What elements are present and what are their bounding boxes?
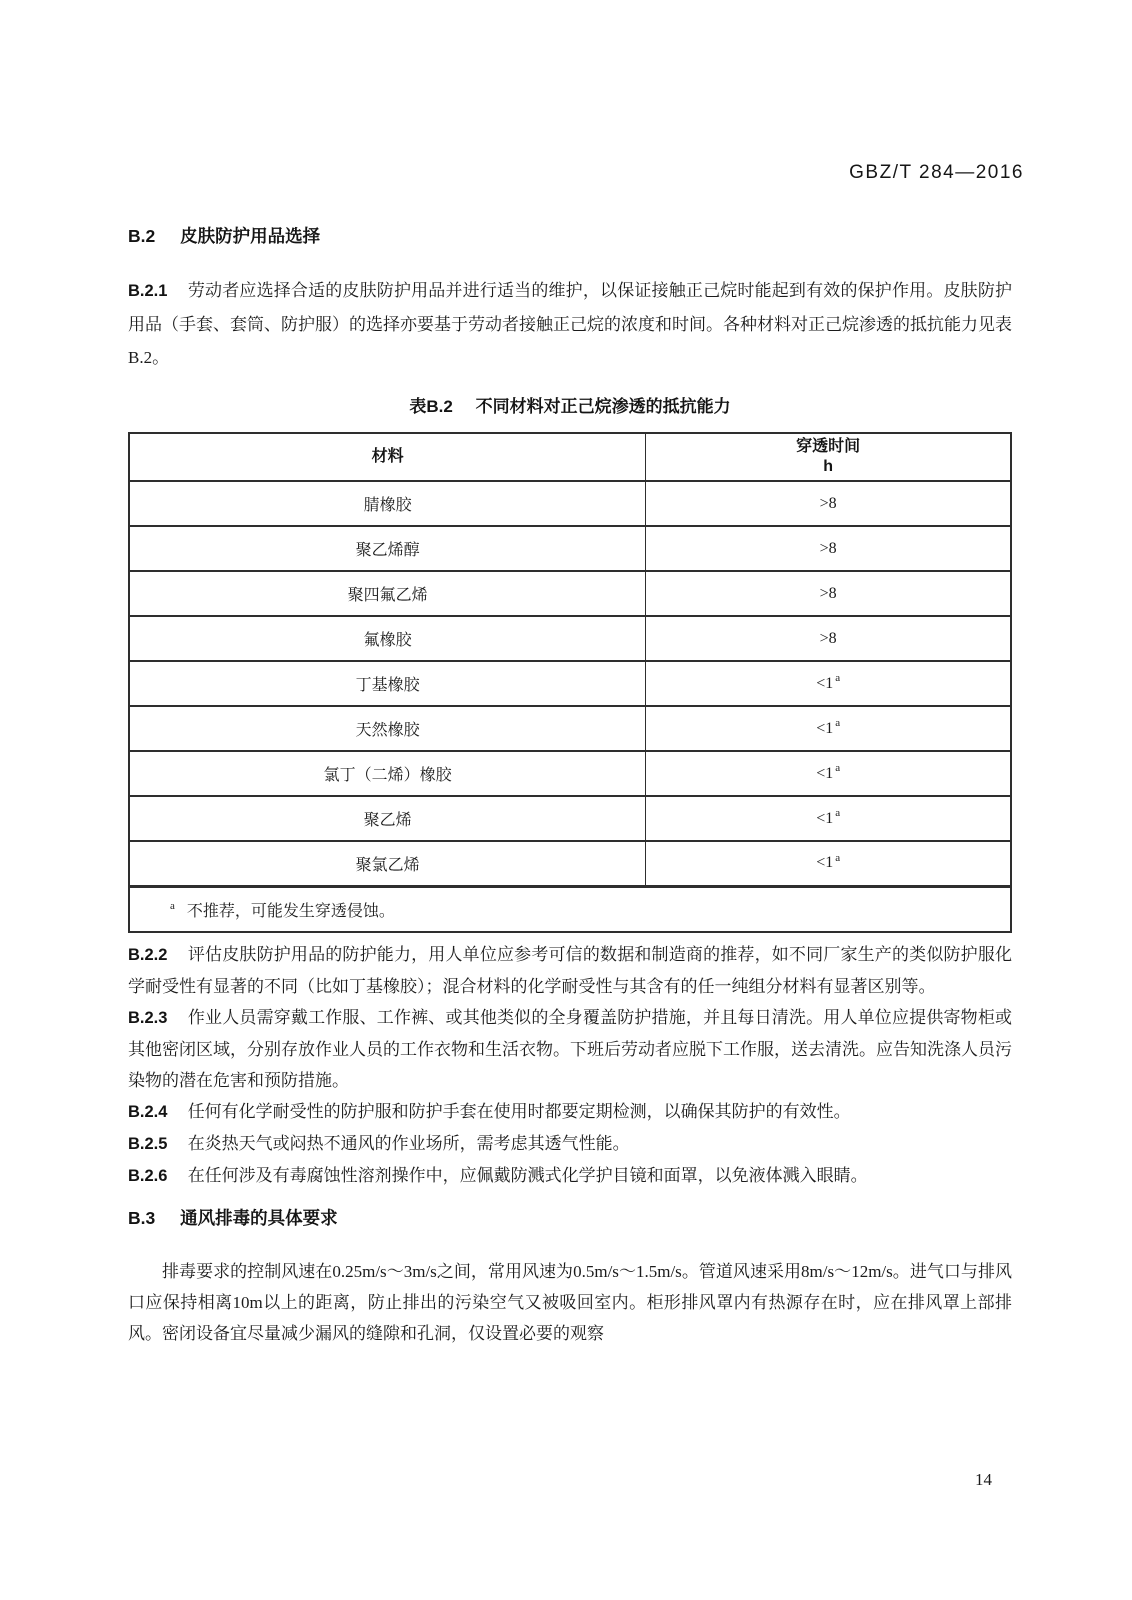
table-caption [128,394,1012,420]
time-cell: <1 $^a$ [646,841,1011,886]
table-caption-label: 表B.2 [409,397,453,416]
table-row [129,481,1011,526]
time-cell: <1 $^a$ [646,796,1011,841]
footnote-row [129,886,1011,932]
clause-b26 [128,1160,1012,1192]
time-cell: <1 $^a$ [646,661,1011,706]
table-row [129,616,1011,661]
table-row [129,796,1011,841]
table-row [129,751,1011,796]
clause-b22-number: B.2.2 [128,946,168,964]
footnote-reference: a [835,807,841,820]
time-cell: <1 $^a$ [646,706,1011,751]
section-b3-heading [128,1206,1012,1230]
footnote-marker: a [170,900,175,913]
section-b2-number: B.2 [128,226,156,246]
clause-b21 [128,274,1012,374]
clause-b22 [128,939,1012,1002]
material-cell: 氟橡胶 [129,616,646,661]
clause-b21-number: B.2.1 [128,282,168,300]
page-content [128,0,1012,1349]
section-b2-title: 皮肤防护用品选择 [180,226,321,246]
footnote-reference: a [835,672,841,685]
table-row [129,661,1011,706]
time-cell: <1 $^a$ [646,751,1011,796]
table-header-row [129,433,1011,481]
clause-b26-text: 在任何涉及有毒腐蚀性溶剂操作中，应佩戴防溅式化学护目镜和面罩，以免液体溅入眼睛。 [187,1166,868,1185]
table-footnote [129,886,1011,932]
clause-b22-text: 评估皮肤防护用品的防护能力，用人单位应参考可信的数据和制造商的推荐，如不同厂家生产的类似防护服化学耐受性有显著的不同（比如丁基橡胶）；混合材料的化学耐受性与其含有的任一纯组分材料有显著区别等。 [128,945,1013,996]
clause-b26-number: B.2.6 [128,1167,168,1185]
table-row [129,841,1011,886]
material-cell: 天然橡胶 [129,706,646,751]
page-number: 14 [975,1470,992,1489]
permeation-resistance-table [128,432,1012,933]
clause-b24-text: 任何有化学耐受性的防护服和防护手套在使用时都要定期检测，以确保其防护的有效性。 [187,1102,851,1121]
section-b2-heading [128,224,1012,248]
table-row [129,571,1011,616]
material-column-header: 材料 [129,433,646,481]
clause-b24 [128,1096,1012,1128]
material-cell: 丁基橡胶 [129,661,646,706]
clause-b23 [128,1002,1012,1096]
clause-b23-text: 作业人员需穿戴工作服、工作裤、或其他类似的全身覆盖防护措施，并且每日清洗。用人单位应提供寄物柜或其他密闭区域，分别存放作业人员的工作衣物和生活衣物。下班后劳动者应脱下工作服，送去清洗。应告知洗涤人员污染物的潜在危害和预防措施。 [128,1008,1013,1090]
section-b3-title: 通风排毒的具体要求 [180,1208,338,1228]
time-cell: >8 [646,616,1011,661]
section-b3-number: B.3 [128,1208,156,1228]
material-cell: 聚乙烯醇 [129,526,646,571]
clause-b24-number: B.2.4 [128,1103,168,1121]
material-cell: 聚乙烯 [129,796,646,841]
time-cell: >8 [646,571,1011,616]
material-cell: 聚氯乙烯 [129,841,646,886]
clause-b21-text: 劳动者应选择合适的皮肤防护用品并进行适当的维护，以保证接触正己烷时能起到有效的保护作用。皮肤防护用品（手套、套筒、防护服）的选择亦要基于劳动者接触正己烷的浓度和时间。各种材料对正己烷渗透的抵抗能力见表B.2。 [128,281,1013,367]
table-row [129,706,1011,751]
table-foot [129,886,1011,932]
table-head [129,433,1011,481]
footnote-text: 不推荐，可能发生穿透侵蚀。 [186,902,395,920]
time-cell: >8 [646,481,1011,526]
table-caption-title: 不同材料对正己烷渗透的抵抗能力 [475,397,731,416]
clause-b25-number: B.2.5 [128,1135,168,1153]
standard-number: GBZ/T 284—2016 [849,162,1024,183]
time-column-header [646,433,1011,481]
time-column-header-line1: 穿透时间 [796,438,861,455]
table-row [129,526,1011,571]
table-body [129,481,1011,886]
clause-b25 [128,1128,1012,1160]
clause-b23-number: B.2.3 [128,1009,168,1027]
material-cell: 腈橡胶 [129,481,646,526]
clause-b25-text: 在炎热天气或闷热不通风的作业场所，需考虑其透气性能。 [187,1134,630,1153]
time-cell: >8 [646,526,1011,571]
paragraph-b3: 排毒要求的控制风速在0.25m/s～3m/s之间，常用风速为0.5m/s～1.5m/s。管道风速采用8m/s～12m/s。进气口与排风口应保持相离10m以上的距离，防止排出的污染空气又被吸回室内。柜形排风罩内有热源存在时，应在排风罩上部排风。密闭设备宜尽量减少漏风的缝隙和孔洞，仅设置必要的观察 [128,1262,1012,1343]
time-column-header-unit: h [823,458,834,475]
footnote-reference: a [835,717,841,730]
material-cell: 聚四氟乙烯 [129,571,646,616]
footnote-reference: a [835,762,841,775]
footnote-reference: a [835,851,841,864]
material-cell: 氯丁（二烯）橡胶 [129,751,646,796]
